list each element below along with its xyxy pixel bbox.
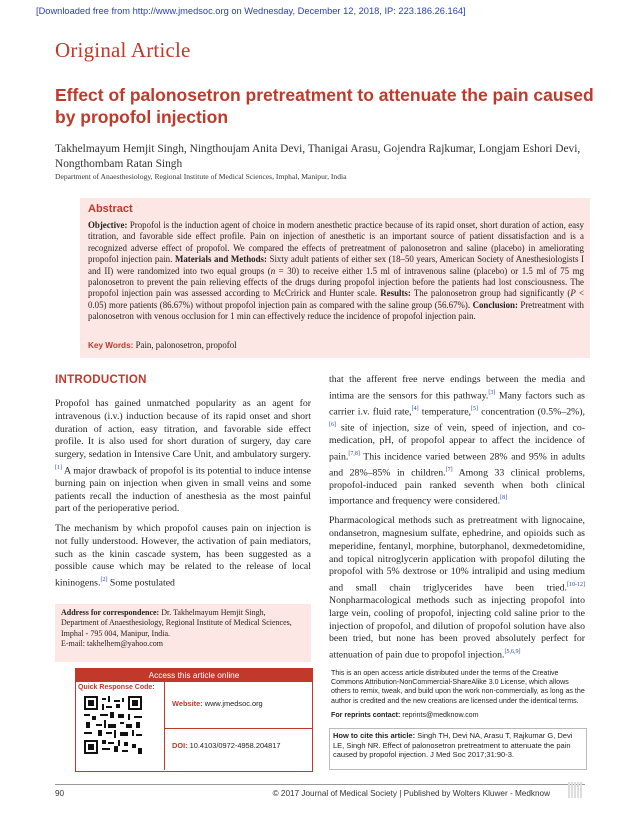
how-to-cite: How to cite this article: Singh TH, Devi NA, Arasu T, Rajkumar G, Devi LE, Singh NR. Effect of palonosetron pretreatment to attenuate the pain caused by propofol injection. J Med Soc 2017;31:90-3. [333, 731, 573, 760]
results-text: The palonosetron group had significantly ( [410, 288, 571, 299]
page-number: 90 [55, 789, 65, 798]
column-right [329, 374, 585, 669]
keywords [88, 340, 584, 350]
intro-paragraph-4: Pharmacological methods such as pretreatment with lignocaine, ondansetron, magnesium sulfate, ephedrine, and opioids such as meperidine, fentanyl, morphine, butorphanol, dexmedetomidine, and topical nitroglycerin application with propofol diluting the propofol with 5% dextrose or 10% intralipid and using medium and small chain triglycerides have been tried.[10-12] Nonpharmacological methods such as injecting propofol into large vein, cooling of propofol, injecting cold saline prior to the injection of propofol, and dilution of propofol solution have also been tried, but none has been proved absolutely perfect for attenuation of pain due to propofol injection.[5,6,9] [329, 515, 585, 661]
conclusion-text: Pretreatment with palonosetron with venous occlusion for 1 min can effectively reduce the incidence of propofol injection pain. [88, 299, 584, 322]
objective-label: Objective: [88, 220, 128, 230]
footer-copyright: © 2017 Journal of Medical Society | Published by Wolters Kluwer - Medknow [272, 789, 550, 798]
citation-link[interactable]: [10-12] [567, 582, 585, 589]
citation-link[interactable]: [1] [55, 464, 62, 471]
authors: Takhelmayum Hemjit Singh, Ningthoujam Anita Devi, Thanigai Arasu, Gojendra Rajkumar, Longjam Eshori Devi, Nongthombam Ratan Singh [55, 143, 581, 170]
correspondence: Address for correspondence: Dr. Takhelmayum Hemjit Singh, Department of Anaesthesiology, Regional Institute of Medical Sciences, Imphal - 795 004, Manipur, India. E-mail: takhelhem@yahoo.com [61, 608, 292, 649]
correspondence-email[interactable]: E-mail: takhelhem@yahoo.com [61, 639, 164, 649]
doi[interactable]: DOI: 10.4103/0972-4958.204817 [172, 741, 281, 750]
reprints [331, 711, 479, 719]
keywords-label: Key Words: [88, 341, 134, 350]
citation-link[interactable]: [2] [100, 577, 108, 584]
access-online-heading: Access this article online [75, 668, 313, 682]
methods-n: n [270, 265, 276, 276]
citation-link[interactable]: [4] [411, 405, 419, 412]
introduction-heading: INTRODUCTION [55, 374, 147, 386]
divider [164, 728, 312, 729]
citation-link[interactable]: [5] [471, 405, 478, 412]
column-left [55, 398, 311, 597]
citation-link[interactable]: [5,6,9] [504, 649, 521, 656]
citation-link[interactable]: [3] [488, 389, 496, 396]
citation-link[interactable]: [7] [445, 466, 453, 473]
intro-paragraph-1: Propofol has gained unmatched popularity as an agent for intravenous (i.v.) induction because of its rapid onset and short duration of action, easy titration, and favorable side effect profile. It is also used for short duration of surgery, day care surgery, sedation in Intensive Care Unit, and ambulatory surgery.[1] A major drawback of propofol is its potential to induce intense burning pain on injection when given in small veins and some patients recall the induction of anesthesia as the most painful part of the perioperative period. [55, 398, 311, 515]
affiliation: Department of Anaesthesiology, Regional Institute of Medical Sciences, Imphal, Manipur, India [55, 172, 347, 181]
reprints-label: For reprints contact: [331, 711, 401, 719]
intro-paragraph-2: The mechanism by which propofol causes pain on injection is not fully understood. However, the activation of pain mediators, such as the kinin cascade system, has been suggested as a possible cause which may be related to the release of local kininogens.[2] Some postulated [55, 523, 311, 589]
qr-code-icon[interactable] [84, 696, 142, 754]
correspondence-label: Address for correspondence: [61, 608, 160, 617]
methods-text: Sixty adult patients of either sex (18–50 years, American Society of Anesthesiologists I and II) were randomized into two equal groups ( [88, 254, 584, 276]
download-notice: [Downloaded free from http://www.jmedsoc.org on Wednesday, December 12, 2018, IP: 223.186.26.164] [36, 6, 466, 16]
methods-label: Materials and Methods: [174, 254, 267, 265]
section-tag: Original Article [55, 38, 191, 62]
cite-label: How to cite this article: [333, 731, 416, 740]
results-label: Results: [380, 288, 411, 299]
keywords-text: Pain, palonosetron, propofol [133, 340, 237, 350]
footer-divider [55, 784, 585, 785]
results-text-2: < 0.05) more patients (86.67%) without propofol injection pain as compared with the saline group (56.67%). [88, 288, 585, 310]
divider [164, 682, 165, 770]
license-text: This is an open access article distributed under the terms of the Creative Commons Attribution-NonCommercial-ShareAlike 3.0 License, which allows others to remix, tweak, and build upon the work non-commercially, as long as the author is credited and the new creations are licensed under the identical terms. [331, 669, 585, 705]
citation-link[interactable]: [7,8] [348, 450, 360, 457]
reprints-email[interactable]: reprints@medknow.com [400, 711, 479, 719]
results-p: P [570, 288, 576, 299]
qr-label: Quick Response Code: [78, 684, 155, 691]
intro-paragraph-3: that the afferent free nerve endings between the media and intima are the sensors for this pathway.[3] Many factors such as carrier i.v. fluid rate,[4] temperature,[5] concentration (0.5%–2%),[6] site of injection, size of vein, speed of injection, and co-medication, pH, of propofol appear to affect the incidence of pain.[7,8] This incidence varied between 28% and 95% in adults and 28%–85% in children.[7] Among 33 clinical problems, propofol-induced pain ranked seventh when both clinical importance and frequency were considered.[8] [329, 374, 585, 507]
methods-text-2: = 30) to receive either 1.5 ml of intravenous saline (placebo) or 1.5 ml of 75 mg palonosetron to prevent the pain relieving effects of the drugs during propofol injection before the patients had lost consciousness. The propofol injection pain was assessed according to McCririck and Hunter scale. [88, 265, 584, 299]
abstract-body [88, 220, 584, 323]
conclusion-label: Conclusion: [472, 299, 518, 310]
abstract-heading: Abstract [88, 203, 133, 215]
article-title: Effect of palonosetron pretreatment to attenuate the pain caused by propofol injection [55, 85, 594, 127]
citation-link[interactable]: [6] [329, 421, 336, 428]
citation-link[interactable]: [8] [500, 495, 508, 502]
objective-text: Propofol is the induction agent of choice in modern anesthetic practice because of its rapid onset, short duration of action, easy titration, and favorable side effect profile. Pain on injection of anesthetic is an important source of patient dissatisfaction and is a recognized adverse effect of propofol. We compared the effects of pretreatment of palonosetron and saline (placebo) in ameliorating propofol injection pain. [88, 220, 584, 265]
website[interactable]: Website: www.jmedsoc.org [172, 699, 263, 708]
decorative-bars [568, 782, 586, 798]
